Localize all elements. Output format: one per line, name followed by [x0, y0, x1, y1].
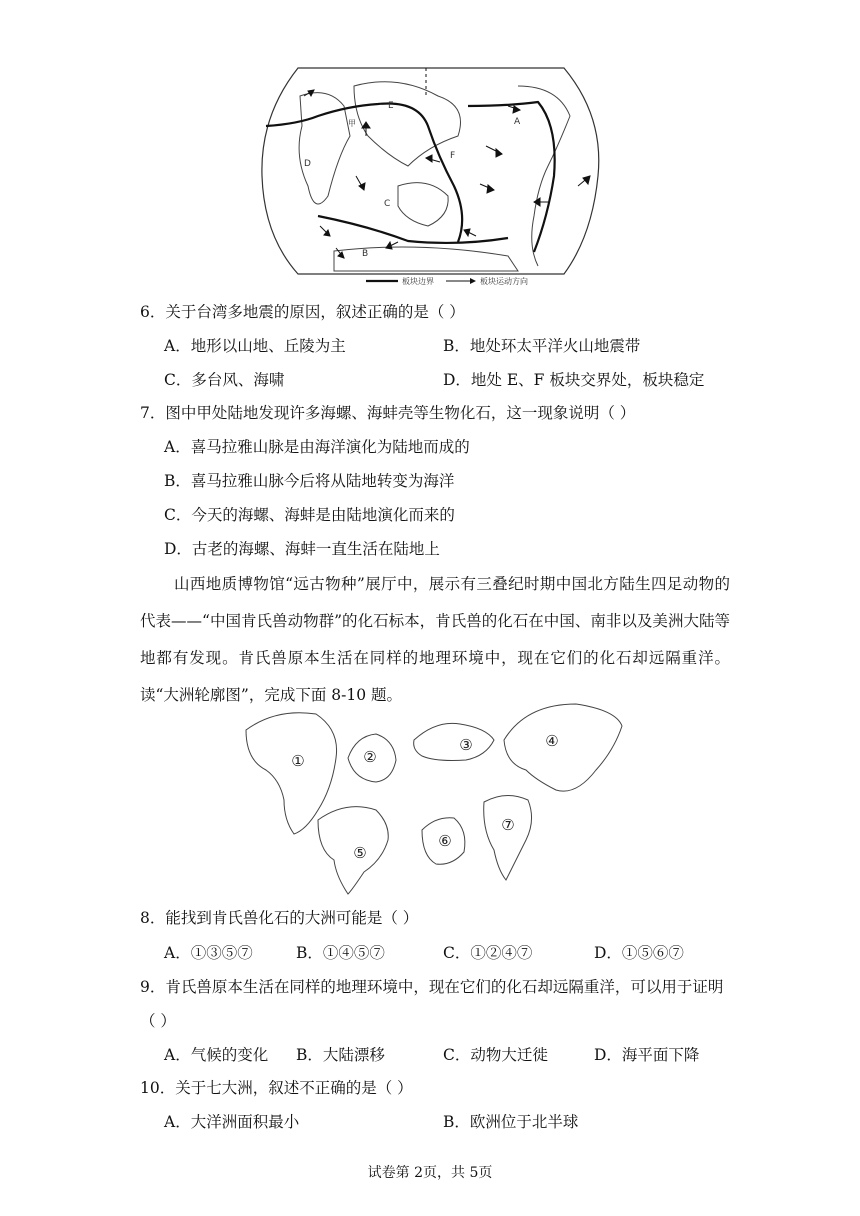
continent-map — [236, 700, 626, 896]
q7-option-b[interactable]: B．喜马拉雅山脉今后将从陆地转变为海洋 — [164, 472, 455, 490]
plate-map — [258, 66, 604, 288]
q9-option-c[interactable]: C．动物大迁徙 — [443, 1046, 548, 1064]
continent-label-4: ④ — [545, 732, 559, 750]
q8-option-c[interactable]: C．①②④⑦ — [443, 944, 533, 962]
plate-label-c: C — [384, 199, 391, 209]
question-6-stem: 6．关于台湾多地震的原因，叙述正确的是（ ） — [140, 303, 465, 321]
continent-label-2: ② — [363, 748, 377, 766]
page-footer: 试卷第 2页，共 5页 — [367, 1165, 493, 1181]
question-7-stem: 7．图中甲处陆地发现许多海螺、海蚌壳等生物化石，这一现象说明（ ） — [140, 404, 636, 422]
q8-option-b[interactable]: B．①④⑤⑦ — [296, 944, 385, 962]
plate-label-f: F — [450, 151, 456, 161]
continent-label-7: ⑦ — [501, 816, 515, 834]
plate-label-a: A — [514, 117, 521, 127]
question-9-stem-line1: 9．肯氏兽原本生活在同样的地理环境中，现在它们的化石却远隔重洋，可以用于证明 — [140, 978, 724, 996]
continent-label-3: ③ — [459, 736, 473, 754]
q10-option-b[interactable]: B．欧洲位于北半球 — [443, 1113, 579, 1131]
continent-label-5: ⑤ — [353, 844, 367, 862]
q7-option-d[interactable]: D．古老的海螺、海蚌一直生活在陆地上 — [164, 540, 440, 558]
q6-option-a[interactable]: A．地形以山地、丘陵为主 — [164, 337, 346, 355]
continent-map-svg — [236, 700, 626, 896]
q7-option-c[interactable]: C．今天的海螺、海蚌是由陆地演化而来的 — [164, 506, 455, 524]
continent-label-6: ⑥ — [438, 832, 452, 850]
q6-option-d[interactable]: D．地处 E、F 板块交界处，板块稳定 — [443, 371, 705, 389]
legend-direction: 板块运动方向 — [480, 277, 528, 286]
plate-map-svg — [258, 66, 604, 288]
plate-label-e: E — [388, 101, 394, 111]
q8-option-d[interactable]: D．①⑤⑥⑦ — [594, 944, 684, 962]
legend-boundary: 板块边界 — [402, 277, 434, 286]
plate-label-b: B — [362, 249, 369, 259]
question-9-stem-line2: （ ） — [140, 1012, 176, 1030]
plate-label-d: D — [304, 159, 311, 169]
q9-option-a[interactable]: A．气候的变化 — [164, 1046, 269, 1064]
q8-option-a[interactable]: A．①③⑤⑦ — [164, 944, 253, 962]
q10-option-a[interactable]: A．大洋洲面积最小 — [164, 1113, 300, 1131]
question-10-stem: 10．关于七大洲，叙述不正确的是（ ） — [140, 1079, 413, 1097]
q9-option-d[interactable]: D．海平面下降 — [594, 1046, 700, 1064]
q6-option-b[interactable]: B．地处环太平洋火山地震带 — [443, 337, 641, 355]
q9-option-b[interactable]: B．大陆漂移 — [296, 1046, 385, 1064]
plate-label-jia: 甲 — [348, 119, 356, 128]
continent-label-1: ① — [291, 752, 305, 770]
q7-option-a[interactable]: A．喜马拉雅山脉是由海洋演化为陆地而成的 — [164, 438, 470, 456]
reading-passage: 山西地质博物馆“远古物种”展厅中，展示有三叠纪时期中国北方陆生四足动物的代表——“中国肯氏兽动物群”的化石标本，肯氏兽的化石在中国、南非以及美洲大陆等地都有发现。肯氏兽原本生活在同样的地理环境中，现在它们的化石却远隔重洋。读“大洲轮廓图”，完成下面 8-10 题。 — [140, 575, 730, 704]
q6-option-c[interactable]: C．多台风、海啸 — [164, 371, 285, 389]
question-8-stem: 8．能找到肯氏兽化石的大洲可能是（ ） — [140, 909, 419, 927]
